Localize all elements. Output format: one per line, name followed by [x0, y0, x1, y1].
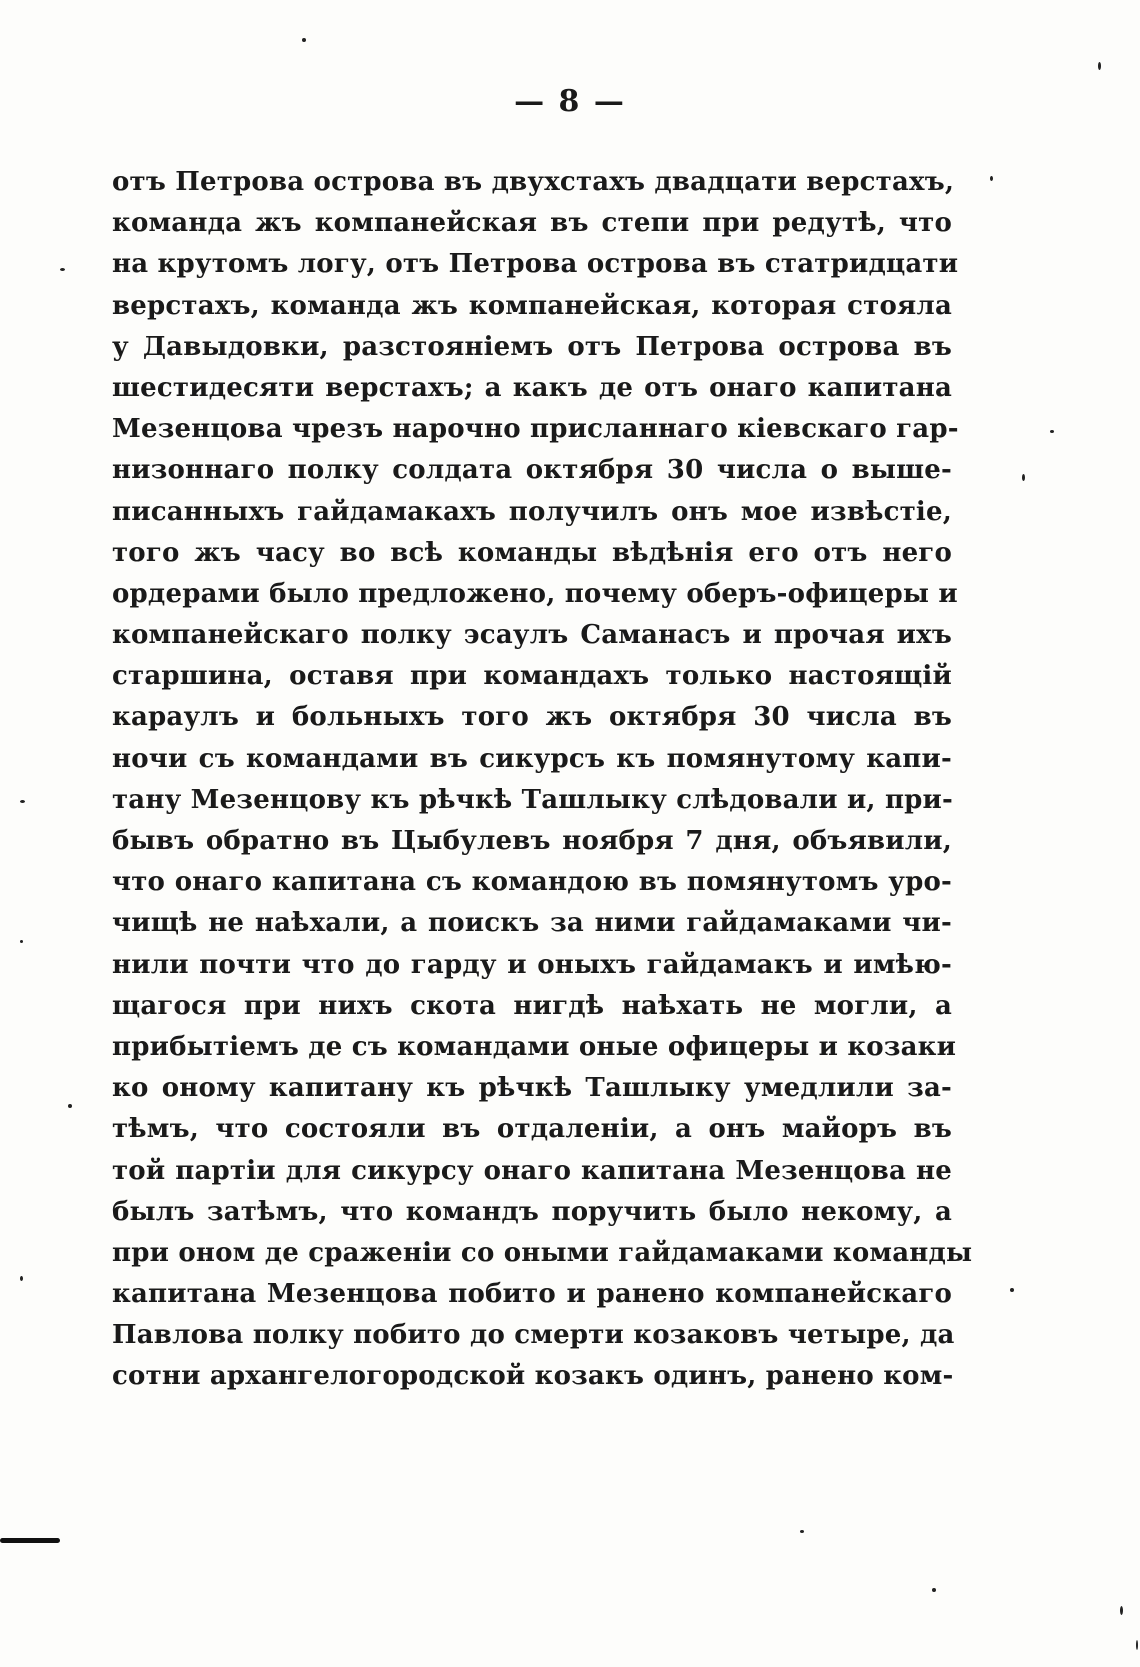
scan-speck — [302, 38, 306, 42]
text-line: при оном де сраженіи со оными гайдамаками команды — [112, 1237, 973, 1268]
text-line: отъ Петрова острова въ двухстахъ двадцати верстахъ, — [112, 167, 955, 197]
text-line: шестидесяти верстахъ; а какъ де отъ онаго капитана — [112, 372, 952, 403]
text-line: бывъ обратно въ Цыбулевъ ноября 7 дня, объявили, — [112, 826, 952, 856]
text-line: капитана Мезенцова побито и ранено компанейскаго — [112, 1279, 952, 1310]
scan-speck — [1010, 1288, 1014, 1292]
text-line: сотни архангелогородской козакъ одинъ, ранено ком- — [112, 1361, 954, 1392]
page-number: — 8 — — [514, 84, 626, 119]
text-line: тану Мезенцову къ рѣчкѣ Ташлыку слѣдовали и, при- — [112, 784, 954, 815]
scan-speck — [1050, 430, 1054, 433]
text-line: команда жъ компанейская въ степи при редутѣ, что — [112, 208, 952, 239]
text-line: щагося при нихъ скота нигдѣ наѣхать не могли, а — [112, 990, 952, 1021]
text-line: что онаго капитана съ командою въ помянутомъ уро- — [112, 867, 952, 898]
scan-speck — [68, 1104, 72, 1108]
text-line: караулъ и больныхъ того жъ октября 30 числа въ — [112, 702, 952, 733]
text-line: нили почти что до гарду и оныхъ гайдамакъ и имѣю- — [112, 949, 952, 980]
text-line: компанейскаго полку эсаулъ Саманасъ и прочая ихъ — [112, 620, 952, 651]
scan-speck — [20, 1276, 23, 1281]
scan-speck — [800, 1530, 804, 1533]
text-line: Мезенцова чрезъ нарочно присланнаго кіевскаго гар- — [112, 414, 959, 445]
text-line: той партіи для сикурсу онаго капитана Мезенцова не — [112, 1155, 952, 1186]
text-line: старшина, оставя при командахъ только настоящій — [112, 661, 952, 692]
scan-speck — [20, 940, 23, 943]
text-line: верстахъ, команда жъ компанейская, которая стояла — [112, 290, 952, 321]
scan-speck — [932, 1588, 936, 1592]
scan-speck — [1098, 62, 1101, 70]
text-line: писанныхъ гайдамакахъ получилъ онъ мое извѣстіе, — [112, 496, 952, 527]
text-line: былъ затѣмъ, что командъ поручить было некому, а — [112, 1196, 952, 1227]
text-line: у Давыдовки, разстояніемъ отъ Петрова острова въ — [112, 331, 952, 362]
text-line: тѣмъ, что состояли въ отдаленіи, а онъ майоръ въ — [112, 1114, 952, 1145]
scan-speck — [1136, 1640, 1138, 1650]
scan-speck — [60, 268, 65, 271]
scan-speck — [1120, 1606, 1123, 1615]
scan-artifact — [0, 1538, 60, 1543]
scan-speck — [1022, 474, 1025, 481]
scan-speck — [20, 800, 25, 803]
text-line: ко оному капитану къ рѣчкѣ Ташлыку умедлили за- — [112, 1073, 952, 1104]
text-line: того жъ часу во всѣ команды вѣдѣнія его отъ него — [112, 537, 952, 568]
scan-speck — [990, 176, 993, 181]
text-line: ордерами было предложено, почему оберъ-офицеры и — [112, 578, 958, 609]
text-line: прибытіемъ де съ командами оные офицеры и козаки — [112, 1031, 957, 1062]
text-line: низоннаго полку солдата октября 30 числа о выше- — [112, 455, 952, 486]
text-line: ночи съ командами въ сикурсъ къ помянутому капи- — [112, 743, 952, 774]
text-line: на крутомъ логу, отъ Петрова острова въ статридцати — [112, 249, 959, 280]
text-line: чищѣ не наѣхали, а поискъ за ними гайдамаками чи- — [112, 908, 952, 939]
body-text — [112, 162, 973, 1398]
text-line: Павлова полку побито до смерти козаковъ четыре, да — [112, 1320, 955, 1351]
